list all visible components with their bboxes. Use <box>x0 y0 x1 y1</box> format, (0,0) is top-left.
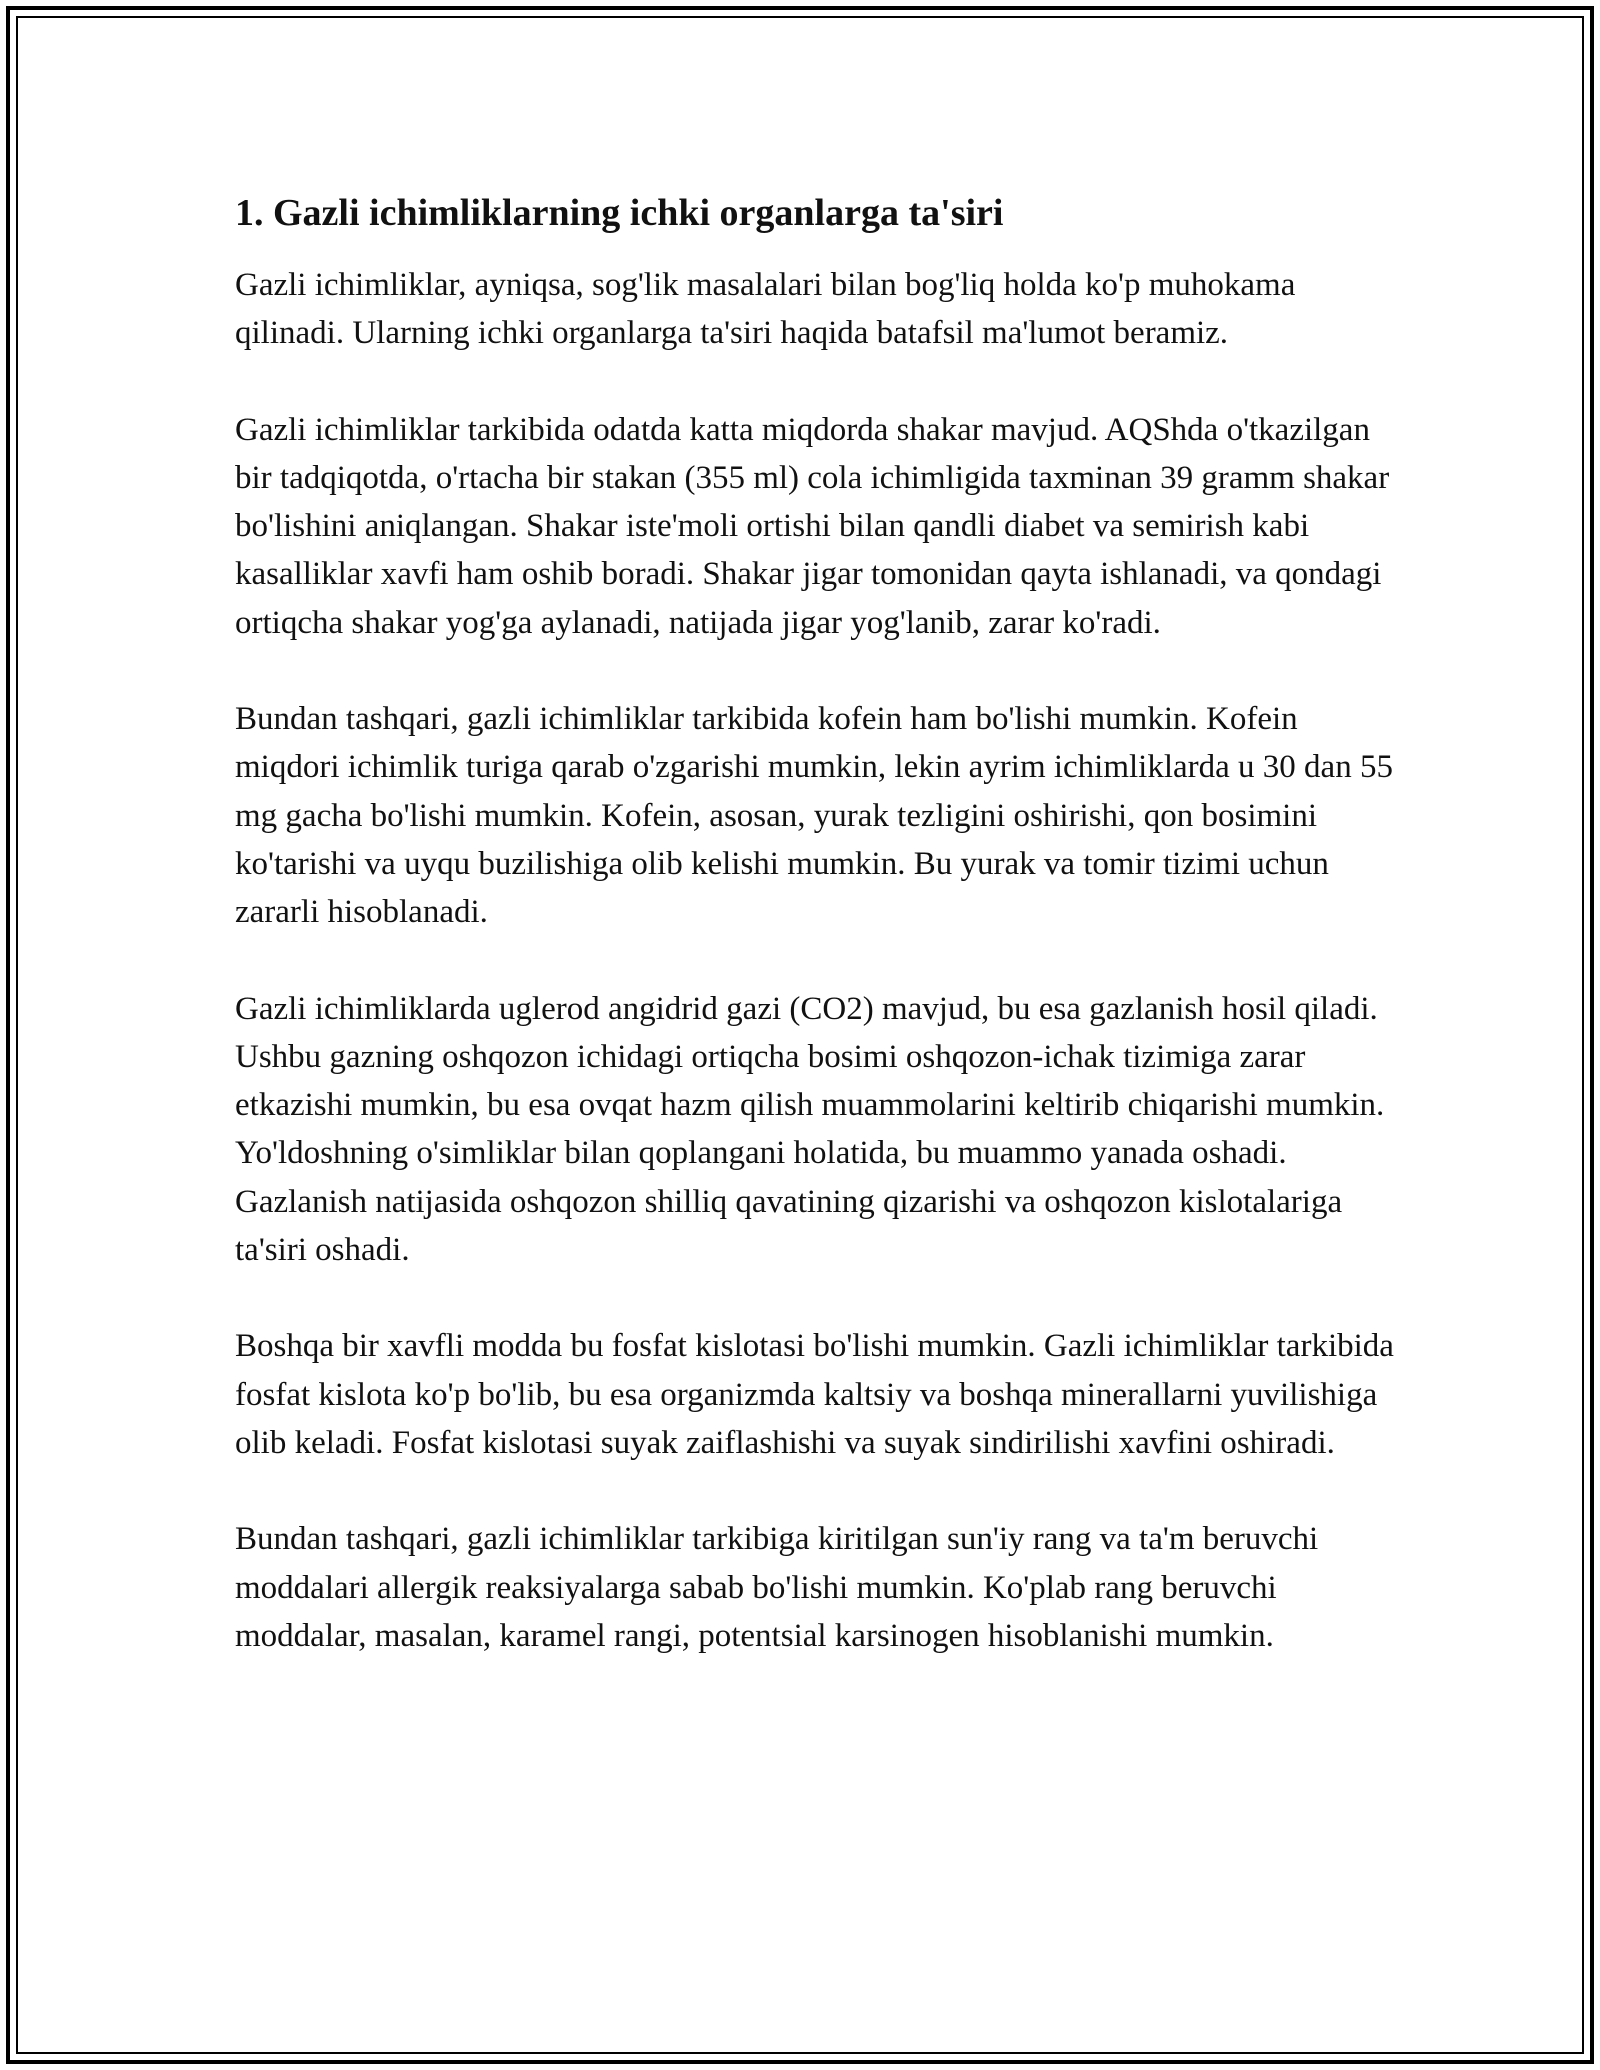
paragraph-carbon-dioxide: Gazli ichimliklarda uglerod angidrid gazi (CO2) mavjud, bu esa gazlanish hosil qiladi. Ushbu gazning oshqozon ichidagi ortiqcha bosimi oshqozon-ichak tizimiga zarar etkazishi mumkin, bu esa ovqat hazm qilish muammolarini keltirib chiqarishi mumkin. Yo'ldoshning o'simliklar bilan qoplangani holatida, bu muammo yanada oshadi. Gazlanish natijasida oshqozon shilliq qavatining qizarishi va oshqozon kislotalariga ta'siri oshadi. <box>235 990 1385 1269</box>
section-heading: 1. Gazli ichimliklarning ichki organlarga ta'siri <box>235 192 1004 234</box>
paragraph-caffeine: Bundan tashqari, gazli ichimliklar tarkibida kofein ham bo'lishi mumkin. Kofein miqdori ichimlik turiga qarab o'zgarishi mumkin, lekin ayrim ichimliklarda u 30 dan 55 mg gacha bo'lishi mumkin. Kofein, asosan, yurak tezligini oshirishi, qon bosimini ko'tarishi va uyqu buzilishiga olib kelishi mumkin. Bu yurak va tomir tizimi uchun zararli hisoblanadi. <box>235 701 1393 931</box>
paragraph-intro: Gazli ichimliklar, ayniqsa, sog'lik masalalari bilan bog'liq holda ko'p muhokama qilinadi. Ularning ichki organlarga ta'siri haqida batafsil ma'lumot beramiz. <box>235 267 1296 352</box>
document-body <box>235 185 1395 1660</box>
paragraph-sugar: Gazli ichimliklar tarkibida odatda katta miqdorda shakar mavjud. AQShda o'tkazilgan bir tadqiqotda, o'rtacha bir stakan (355 ml) cola ichimligida taxminan 39 gramm shakar bo'lishini aniqlangan. Shakar iste'moli ortishi bilan qandli diabet va semirish kabi kasalliklar xavfi ham oshib boradi. Shakar jigar tomonidan qayta ishlanadi, va qondagi ortiqcha shakar yog'ga aylanadi, natijada jigar yog'lanib, zarar ko'radi. <box>235 411 1390 641</box>
paragraph-artificial-colors: Bundan tashqari, gazli ichimliklar tarkibiga kiritilgan sun'iy rang va ta'm beruvchi moddalari allergik reaksiyalarga sabab bo'lishi mumkin. Ko'plab rang beruvchi moddalar, masalan, karamel rangi, potentsial karsinogen hisoblanishi mumkin. <box>235 1521 1319 1654</box>
paragraph-phosphoric-acid: Boshqa bir xavfli modda bu fosfat kislotasi bo'lishi mumkin. Gazli ichimliklar tarkibida fosfat kislota ko'p bo'lib, bu esa organizmda kaltsiy va boshqa minerallarni yuvilishiga olib keladi. Fosfat kislotasi suyak zaiflashishi va suyak sindirilishi xavfini oshiradi. <box>235 1328 1394 1461</box>
